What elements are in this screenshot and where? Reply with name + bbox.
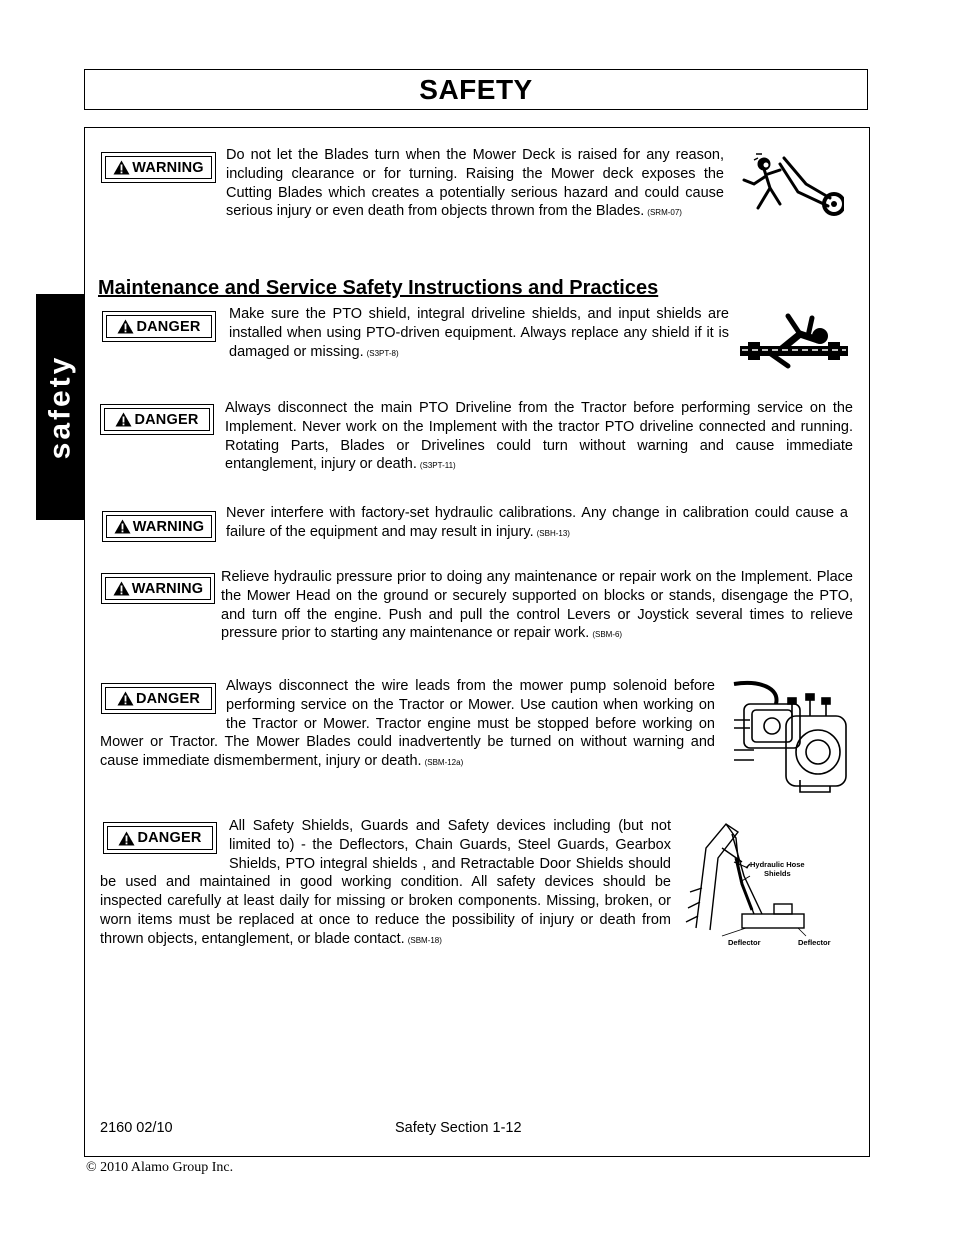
figure-label-hose-shields: Hydraulic Hose Shields <box>750 860 805 878</box>
message-code: (S3PT-11) <box>419 461 456 471</box>
message-text: Always disconnect the wire leads from the mower pump solenoid before performing service on the Tractor or Mower. Use caution when working on the Tractor or Mower. Tractor engine must be stopped before working on Mower or Tractor. The Mower Blades could inadvertently be turned on without warning and cause immediate dismemberment, injury or death. (SBM-12a) <box>100 678 715 770</box>
header-box <box>84 69 868 110</box>
warning-sign <box>102 511 216 542</box>
sign-label: DANGER <box>136 318 201 335</box>
danger-sign <box>100 404 214 435</box>
warning-triangle-icon <box>113 160 130 175</box>
warning-triangle-icon <box>115 412 132 427</box>
side-tab <box>36 294 84 520</box>
sign-label: DANGER <box>137 830 202 846</box>
section-heading: Maintenance and Service Safety Instructions and Practices <box>98 277 659 299</box>
message-code: (SBM-12a) <box>424 758 464 768</box>
message-code: (SBM-6) <box>592 630 623 640</box>
sign-label: WARNING <box>131 580 204 597</box>
warning-sign <box>101 152 216 183</box>
message-text: Never interfere with factory-set hydraulic calibrations. Any change in calibration could cause a failure of the equipment and may result in injury. (SBH-13) <box>226 505 848 540</box>
sign-label: DANGER <box>134 411 199 428</box>
sign-label: DANGER <box>135 690 201 707</box>
message-code: (SBM-18) <box>407 935 442 945</box>
message-text: Make sure the PTO shield, integral driveline shields, and input shields are installed when using PTO-driven equipment. Always replace any shield if it is damaged or missing. (S3PT-8) <box>229 306 729 360</box>
danger-sign <box>102 311 216 342</box>
hydraulic-pump-solenoid-icon <box>730 680 852 798</box>
side-tab-label: safety <box>43 354 76 460</box>
message-code: (SRM-07) <box>647 208 682 218</box>
message-text: Do not let the Blades turn when the Mower Deck is raised for any reason, including clearance or for turning. Raising the Mower deck exposes the Cutting Blades which creates a potentially serious hazard and could cause serious injury or even death from objects thrown from the Blades. (SRM-07) <box>226 147 724 220</box>
warning-sign <box>101 573 215 604</box>
message-code: (SBH-13) <box>536 528 570 538</box>
warning-triangle-icon <box>114 519 131 534</box>
page-title: SAFETY <box>419 73 533 105</box>
warning-triangle-icon <box>117 319 134 334</box>
message-text: All Safety Shields, Guards and Safety devices including (but not limited to) - the Deflectors, Chain Guards, Steel Guards, Gearbox Shields, PTO integral shields , and Retractable Door Shields should be used and maintained in good working condition. All safety devices should be inspected carefully at least daily for missing or broken components. Missing, broken, or worn items must be replaced at once to reduce the possibility of injury or death from thrown objects, entanglement, or blade contact. (SBM-18) <box>100 818 671 947</box>
warning-triangle-icon <box>113 581 130 596</box>
entanglement-hazard-icon <box>738 312 850 370</box>
footer-model-date: 2160 02/10 <box>100 1120 173 1136</box>
message-text: Relieve hydraulic pressure prior to doing any maintenance or repair work on the Implement. Place the Mower Head on the ground or securely supported on blocks or stands, disengage the PTO, and turn off the engine. Push and pull the control Levers or Joystick several times to relieve pressure prior to starting any maintenance or repair work. (SBM-6) <box>221 569 853 642</box>
message-text: Always disconnect the main PTO Driveline from the Tractor before performing service on the Implement. Never work on the Implement with the tractor PTO driveline connected and running. Rotating Parts, Blades or Drivelines could turn without warning and cause immediate entanglement, injury or death. (S3PT-11) <box>225 400 853 473</box>
sign-label: WARNING <box>132 159 204 176</box>
copyright: © 2010 Alamo Group Inc. <box>86 1160 234 1175</box>
footer-section: Safety Section 1-12 <box>395 1120 522 1136</box>
figure-label-deflector-left: Deflector <box>728 938 761 947</box>
thrown-object-hazard-icon <box>740 150 844 224</box>
message-code: (S3PT-8) <box>366 348 399 358</box>
sign-label: WARNING <box>132 518 205 535</box>
figure-label-deflector-right: Deflector <box>798 938 831 947</box>
boom-mower-shields-figure <box>682 818 848 952</box>
